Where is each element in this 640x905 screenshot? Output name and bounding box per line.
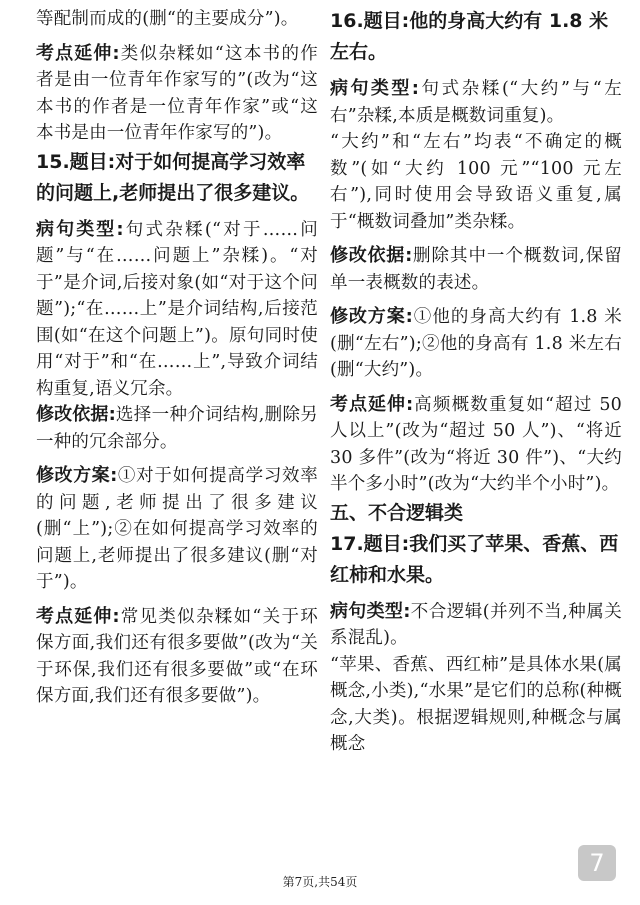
- page-number-badge: 7: [578, 845, 616, 881]
- q16-type-text: 句式杂糅(“大约”与“左右”杂糅,本质是概数词重复)。: [330, 79, 622, 126]
- q16-extension-paragraph: [330, 392, 622, 498]
- q15-basis-paragraph: [36, 402, 318, 455]
- q16-explanation: “大约”和“左右”均表“不确定的概数”(如“大约 100 元”“100 元左右”),同时使用会导致语义重复,属于“概数词叠加”类杂糅。: [330, 132, 622, 232]
- q17-type-paragraph: [330, 599, 622, 652]
- page-footer: 第7页,共54页: [282, 875, 358, 889]
- q16-extension-text: 高频概数重复如“超过 50 人以上”(改为“超过 50 人”)、“将近 30 多件”(改为“将近 30 件”)、“大约半个多小时”(改为“大约半个小时”)。: [330, 394, 622, 494]
- q16-type-label: 病句类型:: [330, 78, 419, 99]
- q15-plan-label: 修改方案:: [36, 465, 118, 486]
- question-17-title: 17.题目:我们买了苹果、香蕉、西红柿和水果。: [330, 532, 619, 586]
- extension-text: 类似杂糅如“这本书的作者是由一位青年作家写的”(改为“这本书的作者是一位青年作家”或“这本书是由一位青年作家写的”)。: [36, 43, 318, 143]
- q17-explanation: “苹果、香蕉、西红柿”是具体水果(属概念,小类),“水果”是它们的总称(种概念,大类)。根据逻辑规则,种概念与属概念: [330, 654, 622, 754]
- q16-plan-label: 修改方案:: [330, 306, 413, 327]
- intro-paragraph: 等配制而成的(删“的主要成分”)。: [36, 9, 299, 29]
- q15-basis-text: 选择一种介词结构,删除另一种的冗余部分。: [36, 405, 318, 452]
- question-15-title: 15.题目:对于如何提高学习效率的问题上,老师提出了很多建议。: [36, 150, 310, 204]
- q15-extension-text: 常见类似杂糅如“关于环保方面,我们还有很多要做”(改为“关于环保,我们还有很多要做”或“在环保方面,我们还有很多要做”)。: [36, 606, 318, 706]
- section-5-title: 五、不合逻辑类: [330, 501, 464, 524]
- q16-type-paragraph: [330, 76, 622, 129]
- q16-plan-text: ①他的身高大约有 1.8 米(删“左右”);②他的身高有 1.8 米左右(删“大约”)。: [330, 307, 622, 380]
- q16-basis-text: 删除其中一个概数词,保留单一表概数的表述。: [330, 246, 622, 293]
- left-column: [36, 6, 318, 710]
- q15-type-label: 病句类型:: [36, 218, 124, 240]
- q16-extension-label: 考点延伸:: [330, 393, 414, 415]
- q15-plan-paragraph: [36, 463, 318, 596]
- question-16-title: 16.题目:他的身高大约有 1.8 米左右。: [330, 10, 609, 63]
- extension-paragraph: [36, 41, 318, 147]
- q15-extension-paragraph: [36, 604, 318, 710]
- q15-plan-text: ①对于如何提高学习效率的问题,老师提出了很多建议(删“上”);②在如何提高学习效率的问题上,老师提出了很多建议(删“对于”)。: [36, 466, 318, 592]
- right-column: [330, 6, 622, 758]
- q16-basis-label: 修改依据:: [330, 245, 413, 266]
- extension-label: 考点延伸:: [36, 42, 120, 64]
- q16-basis-paragraph: [330, 243, 622, 296]
- q17-type-label: 病句类型:: [330, 600, 411, 622]
- q17-type-text: 不合逻辑(并列不当,种属关系混乱)。: [330, 601, 622, 648]
- q15-extension-label: 考点延伸:: [36, 605, 120, 627]
- q15-basis-label: 修改依据:: [36, 404, 116, 425]
- q15-type-text: 句式杂糅(“对于……问题”与“在……问题上”杂糅)。“对于”是介词,后接对象(如“对于这个问题”);“在……上”是介词结构,后接范围(如“在这个问题上”)。原句同时使用“对于”和“在……上”,导致介词结构重复,语义冗余。: [36, 219, 318, 399]
- q15-type-paragraph: [36, 217, 318, 403]
- q16-plan-paragraph: [330, 304, 622, 384]
